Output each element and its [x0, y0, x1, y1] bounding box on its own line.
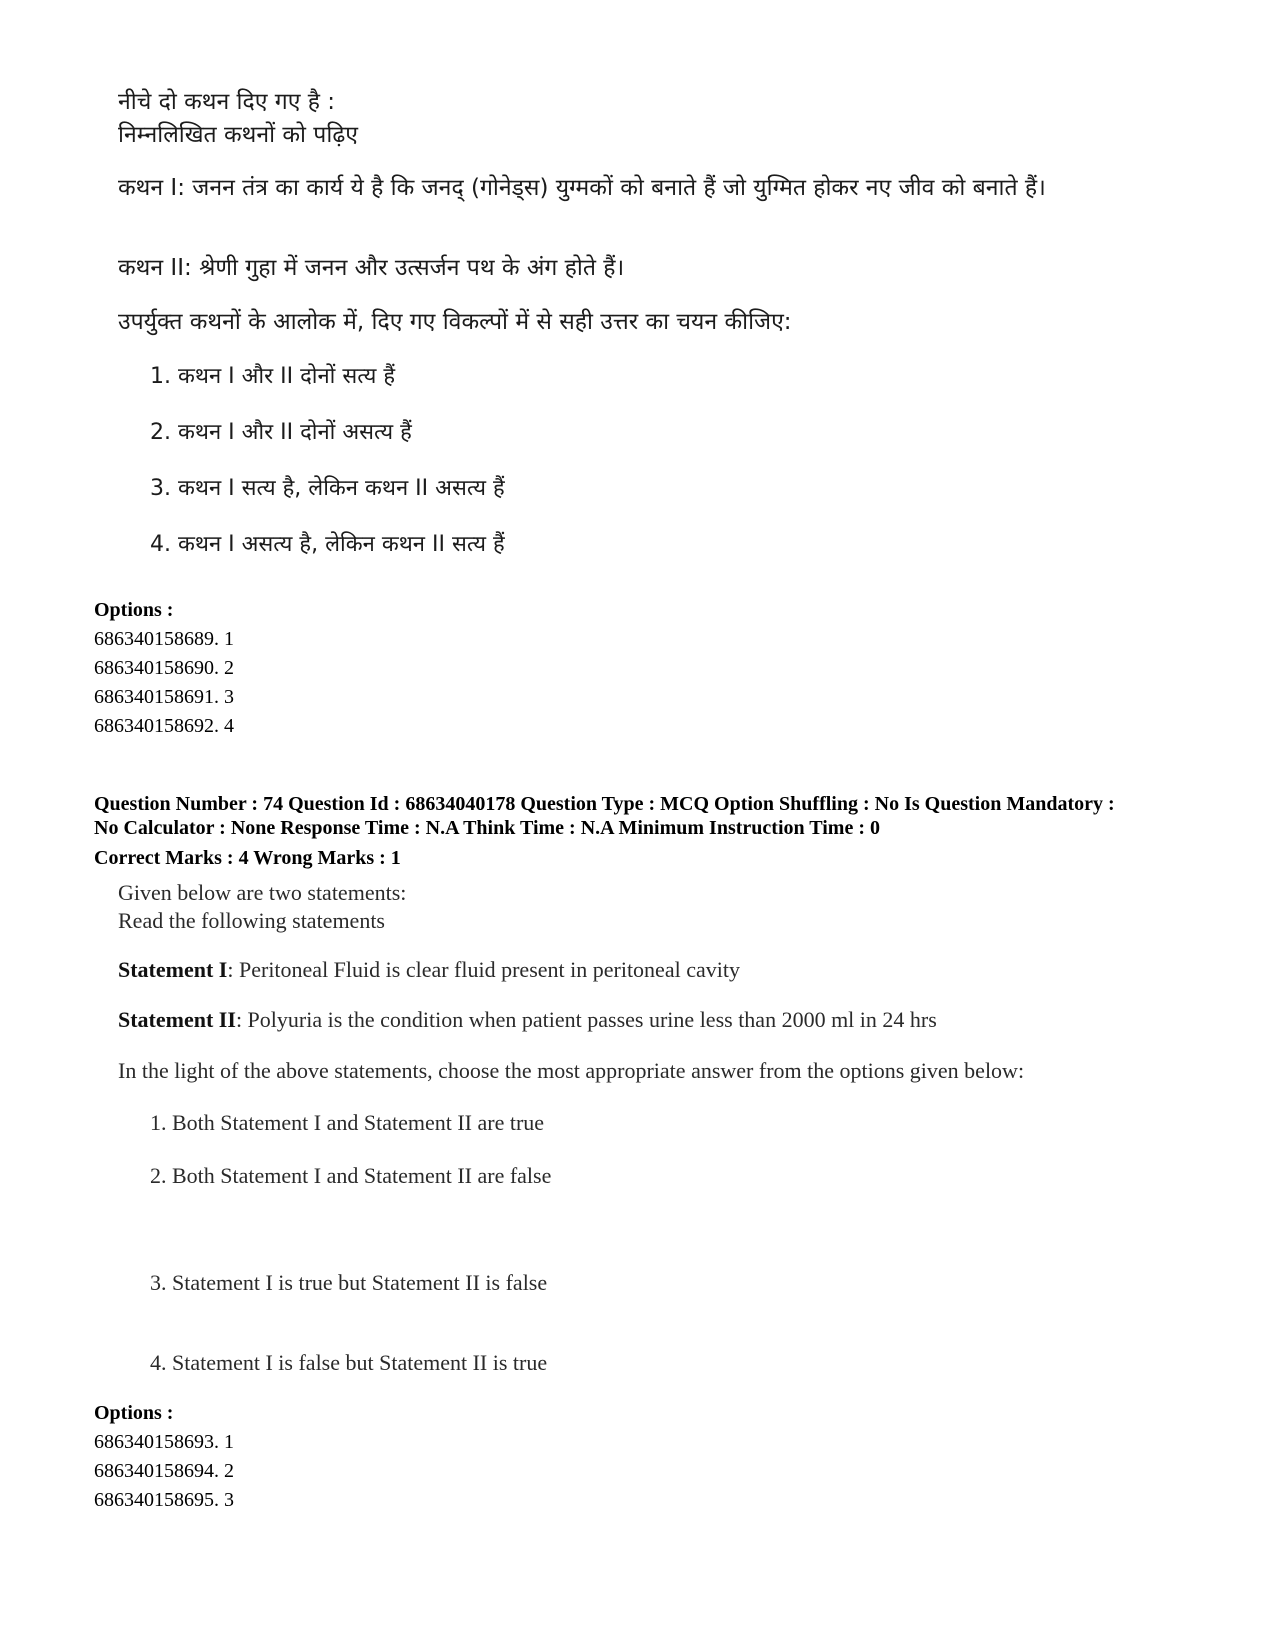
english-choice-3: 3. Statement I is true but Statement II is false [150, 1270, 548, 1295]
option-item: 686340158689. 1 [94, 628, 234, 650]
hindi-choice-3: 3. कथन I सत्य है, लेकिन कथन II असत्य हैं [150, 476, 505, 501]
question-meta [94, 792, 1214, 870]
option-item: 686340158691. 3 [94, 686, 234, 708]
option-item: 686340158693. 1 [94, 1431, 234, 1453]
hindi-statement-2: कथन II: श्रेणी गुहा में जनन और उत्सर्जन पथ के अंग होते हैं। [118, 255, 625, 281]
hindi-intro-line-2: निम्नलिखित कथनों को पढ़िए [118, 122, 358, 148]
english-choice-4: 4. Statement I is false but Statement II is true [150, 1350, 548, 1375]
question-marks: Correct Marks : 4 Wrong Marks : 1 [94, 847, 401, 869]
option-item: 686340158694. 2 [94, 1460, 234, 1482]
english-intro-line-2: Read the following statements [118, 908, 385, 933]
english-intro-line-1: Given below are two statements: [118, 880, 407, 905]
hindi-ask: उपर्युक्त कथनों के आलोक में, दिए गए विकल्पों में से सही उत्तर का चयन कीजिए: [118, 309, 792, 335]
english-statement-2 [118, 1007, 937, 1033]
options-block-1 [94, 596, 234, 741]
option-item: 686340158692. 4 [94, 715, 234, 737]
hindi-question [118, 86, 1218, 557]
statement-1-text: : Peritoneal Fluid is clear fluid present in peritoneal cavity [227, 957, 740, 982]
option-item: 686340158695. 3 [94, 1489, 234, 1511]
hindi-choice-1: 1. कथन I और II दोनों सत्य हैं [150, 364, 396, 389]
statement-1-label: Statement I [118, 957, 228, 982]
hindi-choice-4: 4. कथन I असत्य है, लेकिन कथन II सत्य हैं [150, 532, 505, 557]
english-choice-1: 1. Both Statement I and Statement II are true [150, 1110, 545, 1135]
hindi-intro-line-1: नीचे दो कथन दिए गए है : [118, 89, 336, 115]
statement-2-text: : Polyuria is the condition when patient passes urine less than 2000 ml in 24 hrs [235, 1007, 937, 1032]
english-choice-2: 2. Both Statement I and Statement II are false [150, 1163, 552, 1188]
hindi-statement-1: कथन I: जनन तंत्र का कार्य ये है कि जनद् (गोनेड्स) युग्मकों को बनाते हैं जो युग्मित होकर नए जीव को बनाते हैं। [118, 175, 1046, 201]
statement-2-label: Statement II [118, 1007, 236, 1032]
options-heading: Options : [94, 599, 174, 621]
english-statement-1 [118, 957, 740, 983]
question-meta-line-1: Question Number : 74 Question Id : 68634040178 Question Type : MCQ Option Shuffling : No Is Question Mandatory : [94, 793, 1115, 815]
options-block-2 [94, 1399, 234, 1515]
question-meta-line-2: No Calculator : None Response Time : N.A Think Time : N.A Minimum Instruction Time : 0 [94, 817, 880, 839]
hindi-choice-2: 2. कथन I और II दोनों असत्य हैं [150, 420, 412, 445]
english-ask: In the light of the above statements, choose the most appropriate answer from the options given below: [118, 1058, 1025, 1083]
options-heading: Options : [94, 1402, 174, 1424]
option-item: 686340158690. 2 [94, 657, 234, 679]
